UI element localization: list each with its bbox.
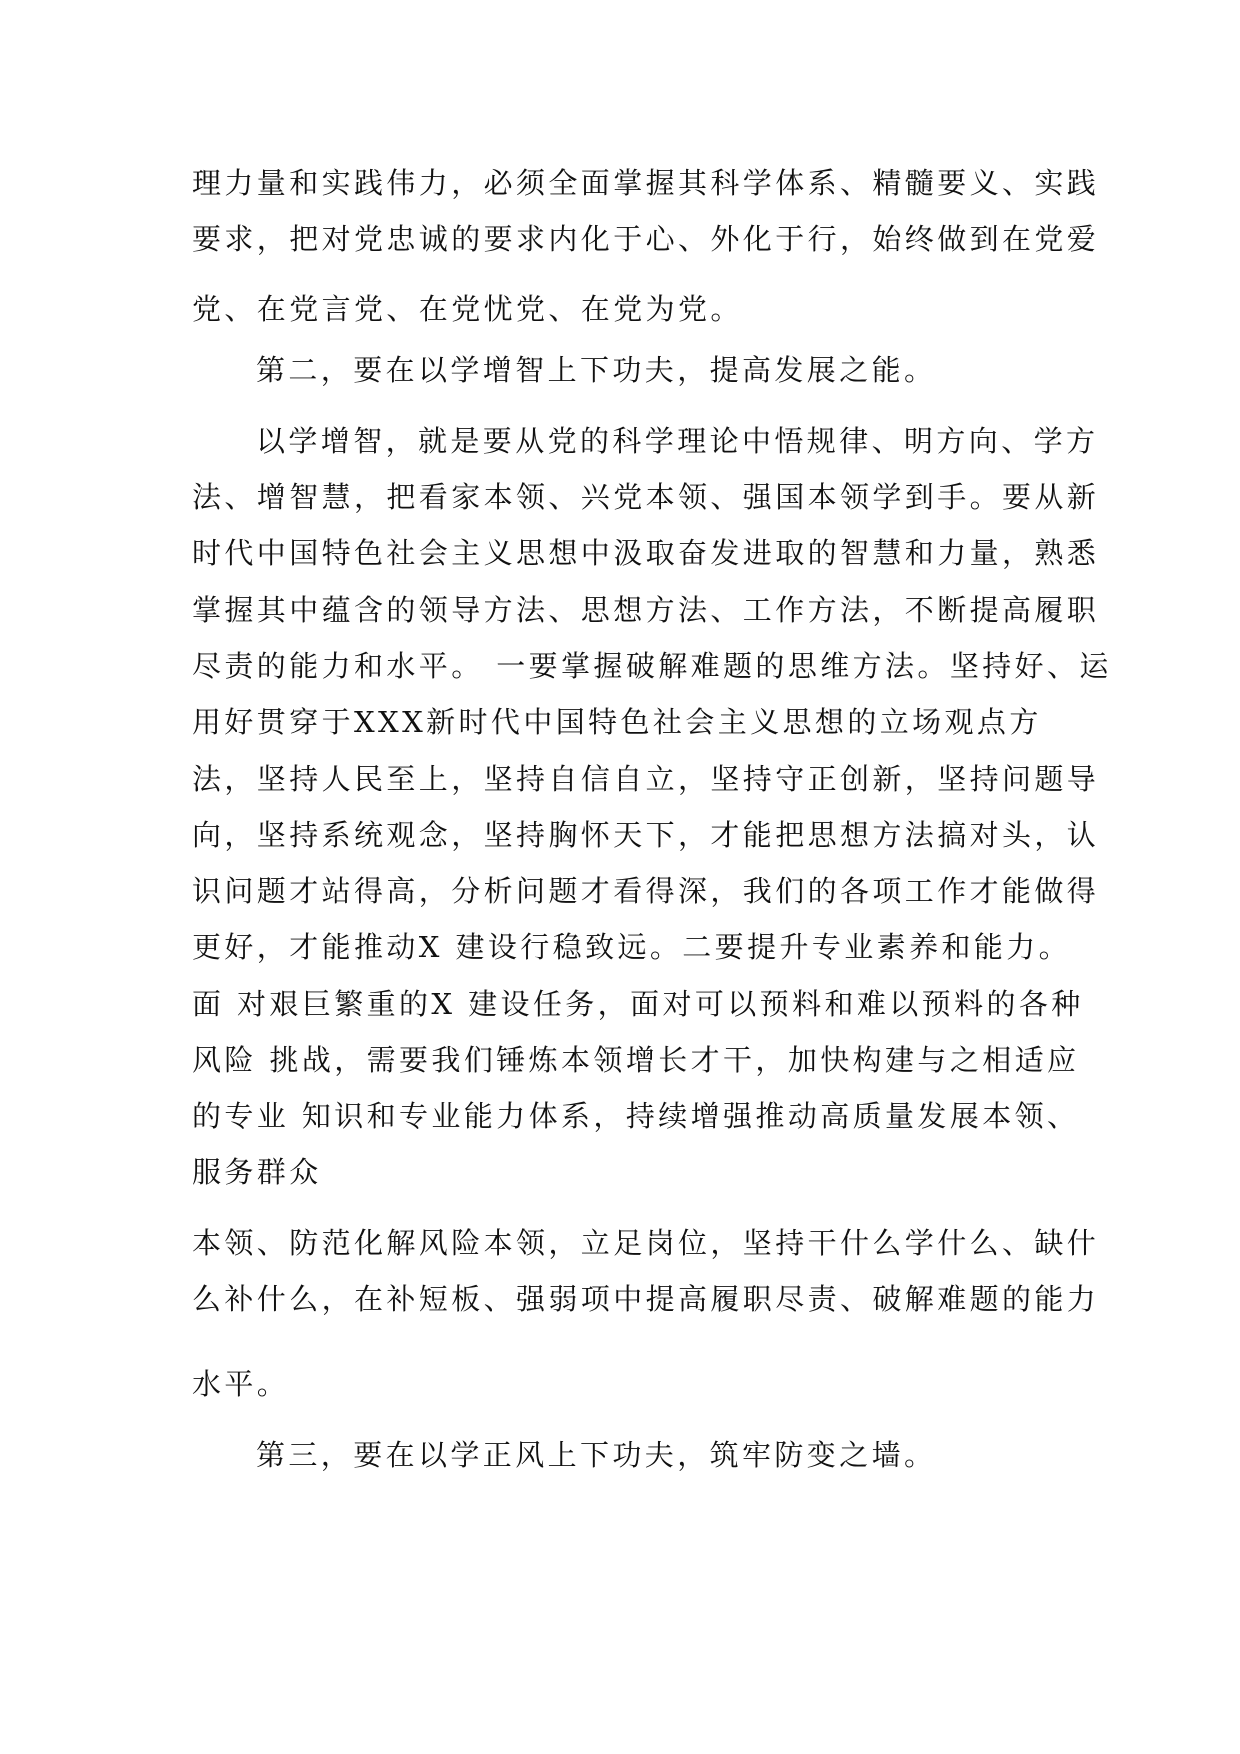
text-line: 法，坚持人民至上，坚持自信自立，坚持守正创新，坚持问题导 — [192, 762, 1100, 796]
text-line: 水平。 — [192, 1367, 290, 1401]
text-line: 以学增智，就是要从党的科学理论中悟规律、明方向、学方 — [256, 424, 1099, 458]
text-line: 时代中国特色社会主义思想中汲取奋发进取的智慧和力量，熟悉 — [192, 536, 1100, 570]
text-line: 本领、防范化解风险本领，立足岗位，坚持干什么学什么、缺什 — [192, 1226, 1100, 1260]
text-line: 的专业 知识和专业能力体系，持续增强推动高质量发展本领、 — [192, 1099, 1080, 1133]
text-line: 掌握其中蕴含的领导方法、思想方法、工作方法，不断提高履职 — [192, 593, 1100, 627]
text-line: 要求，把对党忠诚的要求内化于心、外化于行，始终做到在党爱 — [192, 222, 1100, 256]
text-line: 更好，才能推动X 建设行稳致远。二要提升专业素养和能力。 — [192, 930, 1072, 964]
text-line: 风险 挑战，需要我们锤炼本领增长才干，加快构建与之相适应 — [192, 1043, 1080, 1077]
text-line: 理力量和实践伟力，必须全面掌握其科学体系、精髓要义、实践 — [192, 166, 1100, 200]
text-line: 党、在党言党、在党忧党、在党为党。 — [192, 292, 743, 326]
text-line: 尽责的能力和水平。 一要掌握破解难题的思维方法。坚持好、运 — [192, 649, 1112, 683]
text-line: 么补什么，在补短板、强弱项中提高履职尽责、破解难题的能力 — [192, 1282, 1100, 1316]
text-line: 面 对艰巨繁重的X 建设任务，面对可以预料和难以预料的各种 — [192, 987, 1084, 1021]
text-line: 服务群众 — [192, 1155, 322, 1189]
text-line: 用好贯穿于XXX新时代中国特色社会主义思想的立场观点方 — [192, 705, 1042, 739]
text-line: 向，坚持系统观念，坚持胸怀天下，才能把思想方法搞对头，认 — [192, 818, 1100, 852]
text-line: 识问题才站得高，分析问题才看得深，我们的各项工作才能做得 — [192, 874, 1100, 908]
section-heading: 第二，要在以学增智上下功夫，提高发展之能。 — [256, 353, 937, 387]
section-heading: 第三，要在以学正风上下功夫，筑牢防变之墙。 — [256, 1438, 937, 1472]
text-line: 法、增智慧，把看家本领、兴党本领、强国本领学到手。要从新 — [192, 480, 1100, 514]
